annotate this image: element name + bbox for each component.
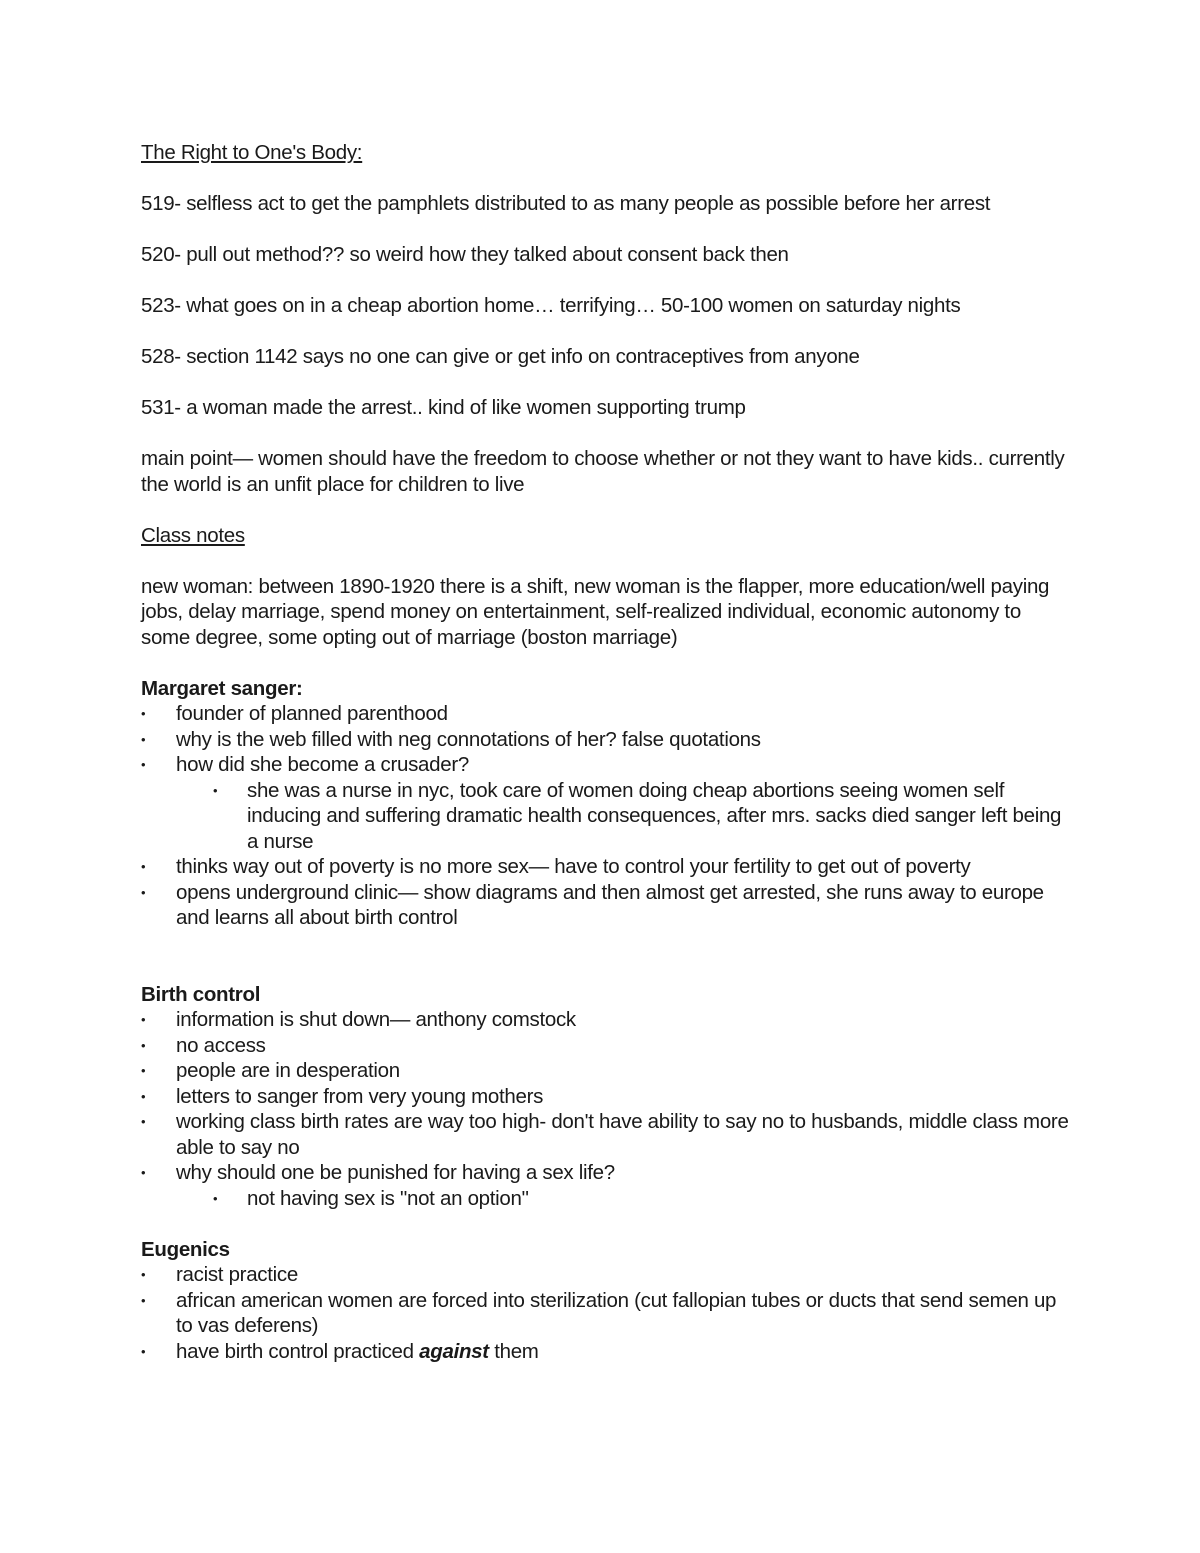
document-page	[141, 140, 1071, 1364]
list-item: • letters to sanger from very young mothers	[141, 1084, 1071, 1110]
sanger-list	[141, 701, 1071, 778]
list-item: • thinks way out of poverty is no more sex— have to control your fertility to get out of poverty	[141, 854, 1071, 880]
sanger-sublist	[141, 778, 1071, 855]
note-519: 519- selfless act to get the pamphlets distributed to as many people as possible before her arrest	[141, 192, 991, 215]
note-523: 523- what goes on in a cheap abortion home… terrifying… 50-100 women on saturday nights	[141, 294, 961, 317]
list-item: • how did she become a crusader?	[141, 752, 1071, 778]
birth-control-heading: Birth control	[141, 982, 261, 1006]
note-528: 528- section 1142 says no one can give or get info on contraceptives from anyone	[141, 345, 860, 368]
new-woman-paragraph: new woman: between 1890-1920 there is a shift, new woman is the flapper, more education/well paying jobs, delay marriage, spend money on entertainment, self-realized individual, economic autonomy to some degree, some opting out of marriage (boston marriage)	[141, 574, 1050, 649]
reading-title: The Right to One's Body:	[141, 141, 363, 164]
note-520: 520- pull out method?? so weird how they talked about consent back then	[141, 243, 789, 266]
list-item: • racist practice	[141, 1262, 1071, 1288]
list-item: • not having sex is "not an option"	[141, 1186, 1071, 1212]
list-item: • information is shut down— anthony comstock	[141, 1007, 1071, 1033]
emphasis-against: against	[419, 1339, 489, 1363]
list-item: • african american women are forced into sterilization (cut fallopian tubes or ducts that send semen up to vas deferens)	[141, 1288, 1071, 1339]
list-item: • no access	[141, 1033, 1071, 1059]
list-item-text-post: them	[488, 1339, 539, 1363]
birth-control-sublist	[141, 1186, 1071, 1212]
list-item: • opens underground clinic— show diagrams and then almost get arrested, she runs away to europe and learns all about birth control	[141, 880, 1071, 931]
list-item: • people are in desperation	[141, 1058, 1071, 1084]
birth-control-list	[141, 1007, 1071, 1186]
sanger-list-continued	[141, 854, 1071, 931]
list-item: • working class birth rates are way too high- don't have ability to say no to husbands, middle class more able to say no	[141, 1109, 1071, 1160]
list-item: • founder of planned parenthood	[141, 701, 1071, 727]
sanger-heading: Margaret sanger:	[141, 676, 303, 700]
class-notes-title: Class notes	[141, 523, 245, 547]
eugenics-heading: Eugenics	[141, 1237, 230, 1261]
list-item	[141, 1339, 1071, 1365]
main-point: main point— women should have the freedom to choose whether or not they want to have kids.. currently the world is an unfit place for children to live	[141, 447, 1065, 496]
list-item-text-pre: have birth control practiced	[176, 1339, 420, 1363]
note-531: 531- a woman made the arrest.. kind of like women supporting trump	[141, 396, 746, 419]
list-item: • why is the web filled with neg connotations of her? false quotations	[141, 727, 1071, 753]
list-item: • why should one be punished for having a sex life?	[141, 1160, 1071, 1186]
eugenics-list	[141, 1262, 1071, 1364]
list-item: • she was a nurse in nyc, took care of women doing cheap abortions seeing women self inducing and suffering dramatic health consequences, after mrs. sacks died sanger left being a nurse	[141, 778, 1071, 855]
